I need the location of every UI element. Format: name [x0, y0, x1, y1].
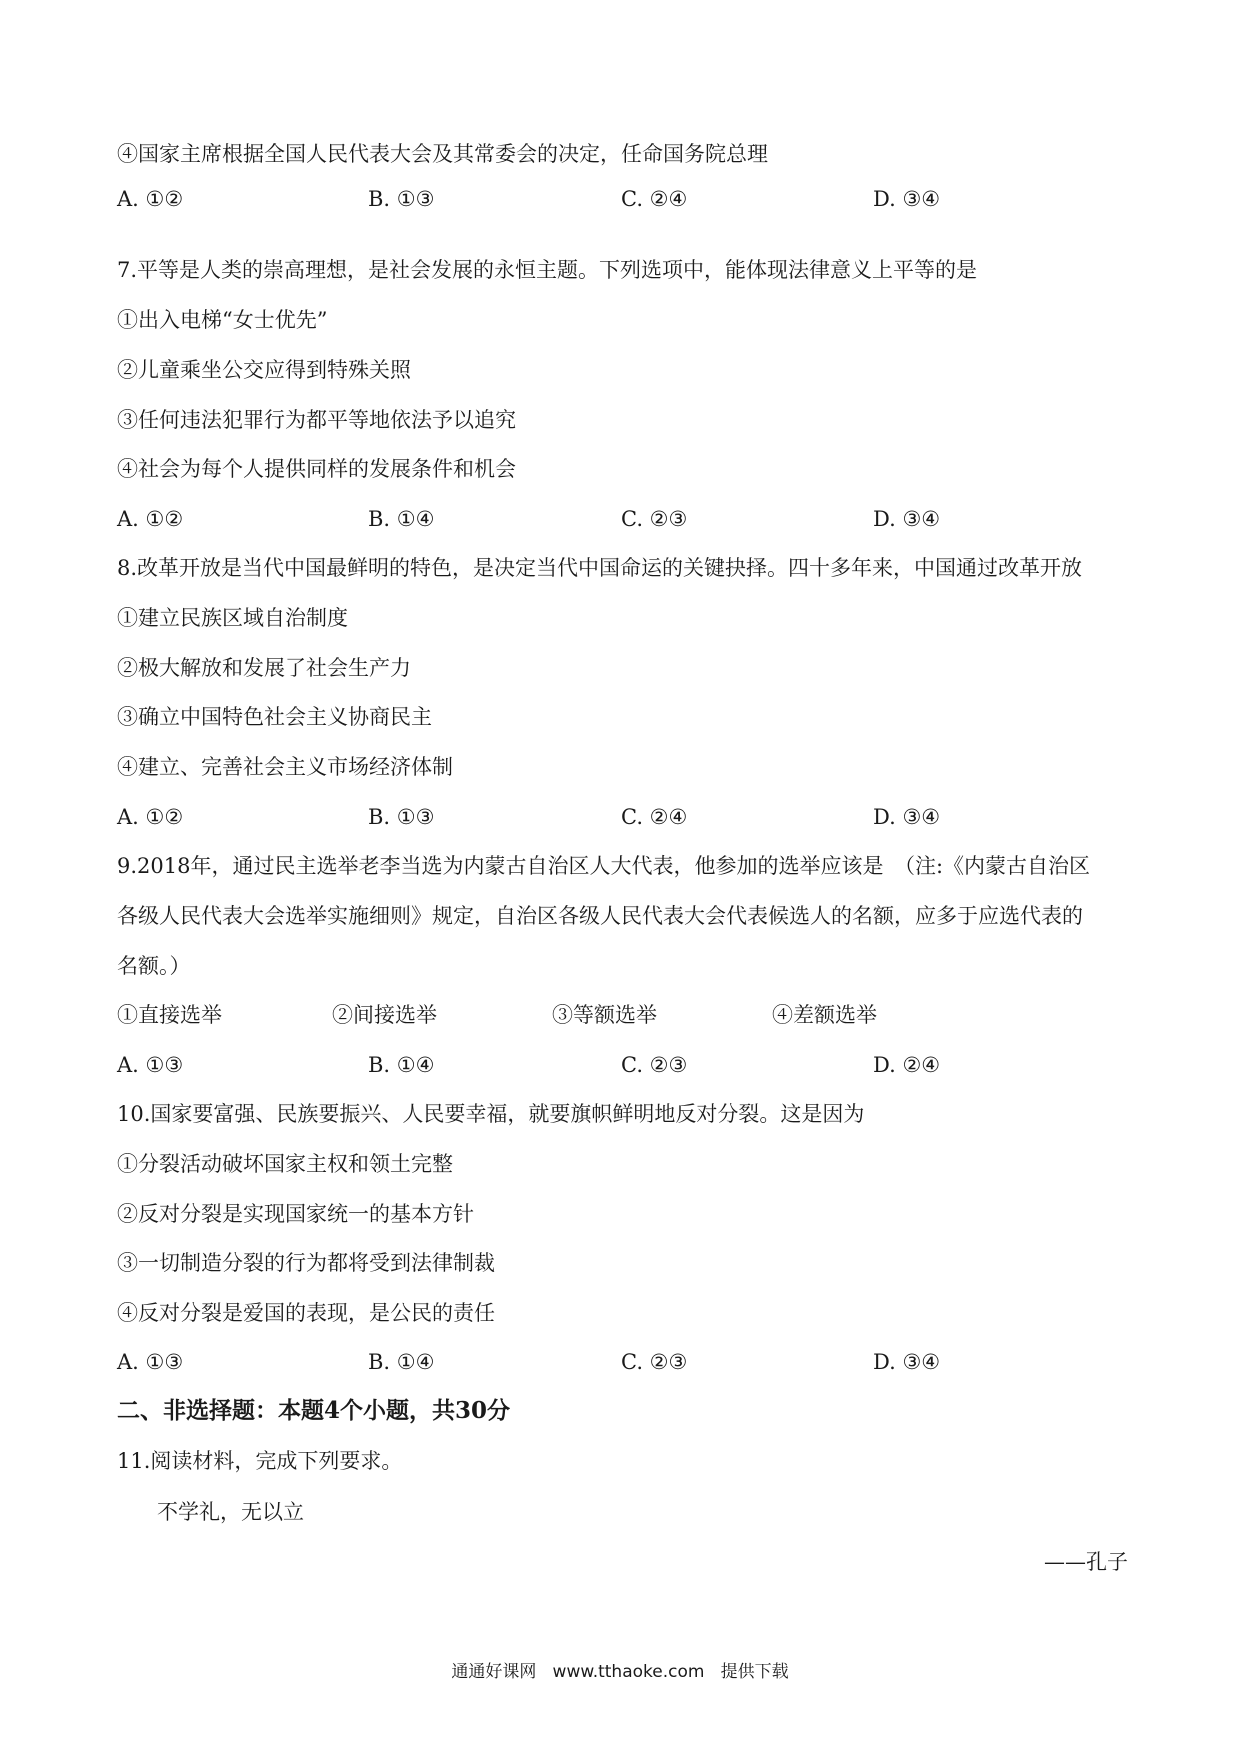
q8-option-c: C. ②④: [621, 805, 688, 829]
q9-option-c: C. ②③: [621, 1053, 688, 1077]
footer-url-link[interactable]: www.tthaoke.com: [552, 1662, 705, 1682]
q10-option-c: C. ②③: [621, 1350, 688, 1374]
q10-option-b: B. ①④: [368, 1350, 435, 1374]
page-footer: [0, 1660, 1240, 1684]
q10-option-a: A. ①③: [117, 1350, 184, 1374]
q8-item-1: ①建立民族区域自治制度: [117, 606, 348, 630]
q8-stem: 8.改革开放是当代中国最鲜明的特色，是决定当代中国命运的关键抉择。四十多年来，中国通过改革开放: [117, 556, 1083, 580]
q10-item-1: ①分裂活动破坏国家主权和领土完整: [117, 1152, 453, 1176]
q10-item-3: ③一切制造分裂的行为都将受到法律制裁: [117, 1251, 495, 1275]
q7-item-1: ①出入电梯“女士优先”: [117, 308, 328, 332]
q9-choices: [117, 1000, 1077, 1030]
q6-option-a: A. ①②: [117, 187, 184, 211]
q6-options: [117, 184, 1077, 214]
q8-item-3: ③确立中国特色社会主义协商民主: [117, 705, 432, 729]
q9-option-d: D. ②④: [873, 1053, 941, 1077]
q10-item-4: ④反对分裂是爱国的表现，是公民的责任: [117, 1301, 495, 1325]
q9-stem-line-1: 9.2018年，通过民主选举老李当选为内蒙古自治区人大代表，他参加的选举应该是 （注:《内蒙古自治区: [117, 854, 1091, 878]
q7-option-d: D. ③④: [873, 507, 941, 531]
q9-stem-line-3: 名额。）: [117, 954, 191, 978]
section-2-heading: 二、非选择题：本题4个小题，共30分: [117, 1397, 511, 1424]
q8-option-b: B. ①③: [368, 805, 435, 829]
q8-option-a: A. ①②: [117, 805, 184, 829]
q9-options: [117, 1050, 1077, 1080]
q8-option-d: D. ③④: [873, 805, 941, 829]
q8-item-4: ④建立、完善社会主义市场经济体制: [117, 755, 453, 779]
q7-item-3: ③任何违法犯罪行为都平等地依法予以追究: [117, 408, 516, 432]
q10-stem: 10.国家要富强、民族要振兴、人民要幸福，就要旗帜鲜明地反对分裂。这是因为: [117, 1102, 865, 1126]
q9-choice-1: ①直接选举: [117, 1003, 222, 1027]
q6-item-4: ④国家主席根据全国人民代表大会及其常委会的决定，任命国务院总理: [117, 142, 768, 166]
q8-item-2: ②极大解放和发展了社会生产力: [117, 656, 411, 680]
q7-item-2: ②儿童乘坐公交应得到特殊关照: [117, 358, 411, 382]
q9-stem-line-2: 各级人民代表大会选举实施细则》规定，自治区各级人民代表大会代表候选人的名额，应多于应选代表的: [117, 904, 1083, 928]
q9-choice-4: ④差额选举: [772, 1003, 877, 1027]
q10-option-d: D. ③④: [873, 1350, 941, 1374]
q9-choice-2: ②间接选举: [332, 1003, 437, 1027]
q10-options: [117, 1347, 1077, 1377]
q6-option-c: C. ②④: [621, 187, 688, 211]
q6-option-d: D. ③④: [873, 187, 941, 211]
q11-quote-source: ——孔子: [1044, 1550, 1128, 1574]
q7-option-b: B. ①④: [368, 507, 435, 531]
q8-options: [117, 802, 1077, 832]
q6-option-b: B. ①③: [368, 187, 435, 211]
q7-stem: 7.平等是人类的崇高理想，是社会发展的永恒主题。下列选项中，能体现法律意义上平等的是: [117, 258, 978, 282]
q7-option-a: A. ①②: [117, 507, 184, 531]
q11-stem: 11.阅读材料，完成下列要求。: [117, 1449, 403, 1473]
q7-item-4: ④社会为每个人提供同样的发展条件和机会: [117, 457, 516, 481]
footer-site-name: 通通好课网: [451, 1662, 537, 1682]
q9-option-a: A. ①③: [117, 1053, 184, 1077]
q9-option-b: B. ①④: [368, 1053, 435, 1077]
footer-download-text: 提供下载: [720, 1662, 789, 1682]
q10-item-2: ②反对分裂是实现国家统一的基本方针: [117, 1202, 474, 1226]
q9-choice-3: ③等额选举: [552, 1003, 657, 1027]
q7-options: [117, 504, 1077, 534]
q7-option-c: C. ②③: [621, 507, 688, 531]
q11-quote: 不学礼，无以立: [157, 1500, 304, 1524]
